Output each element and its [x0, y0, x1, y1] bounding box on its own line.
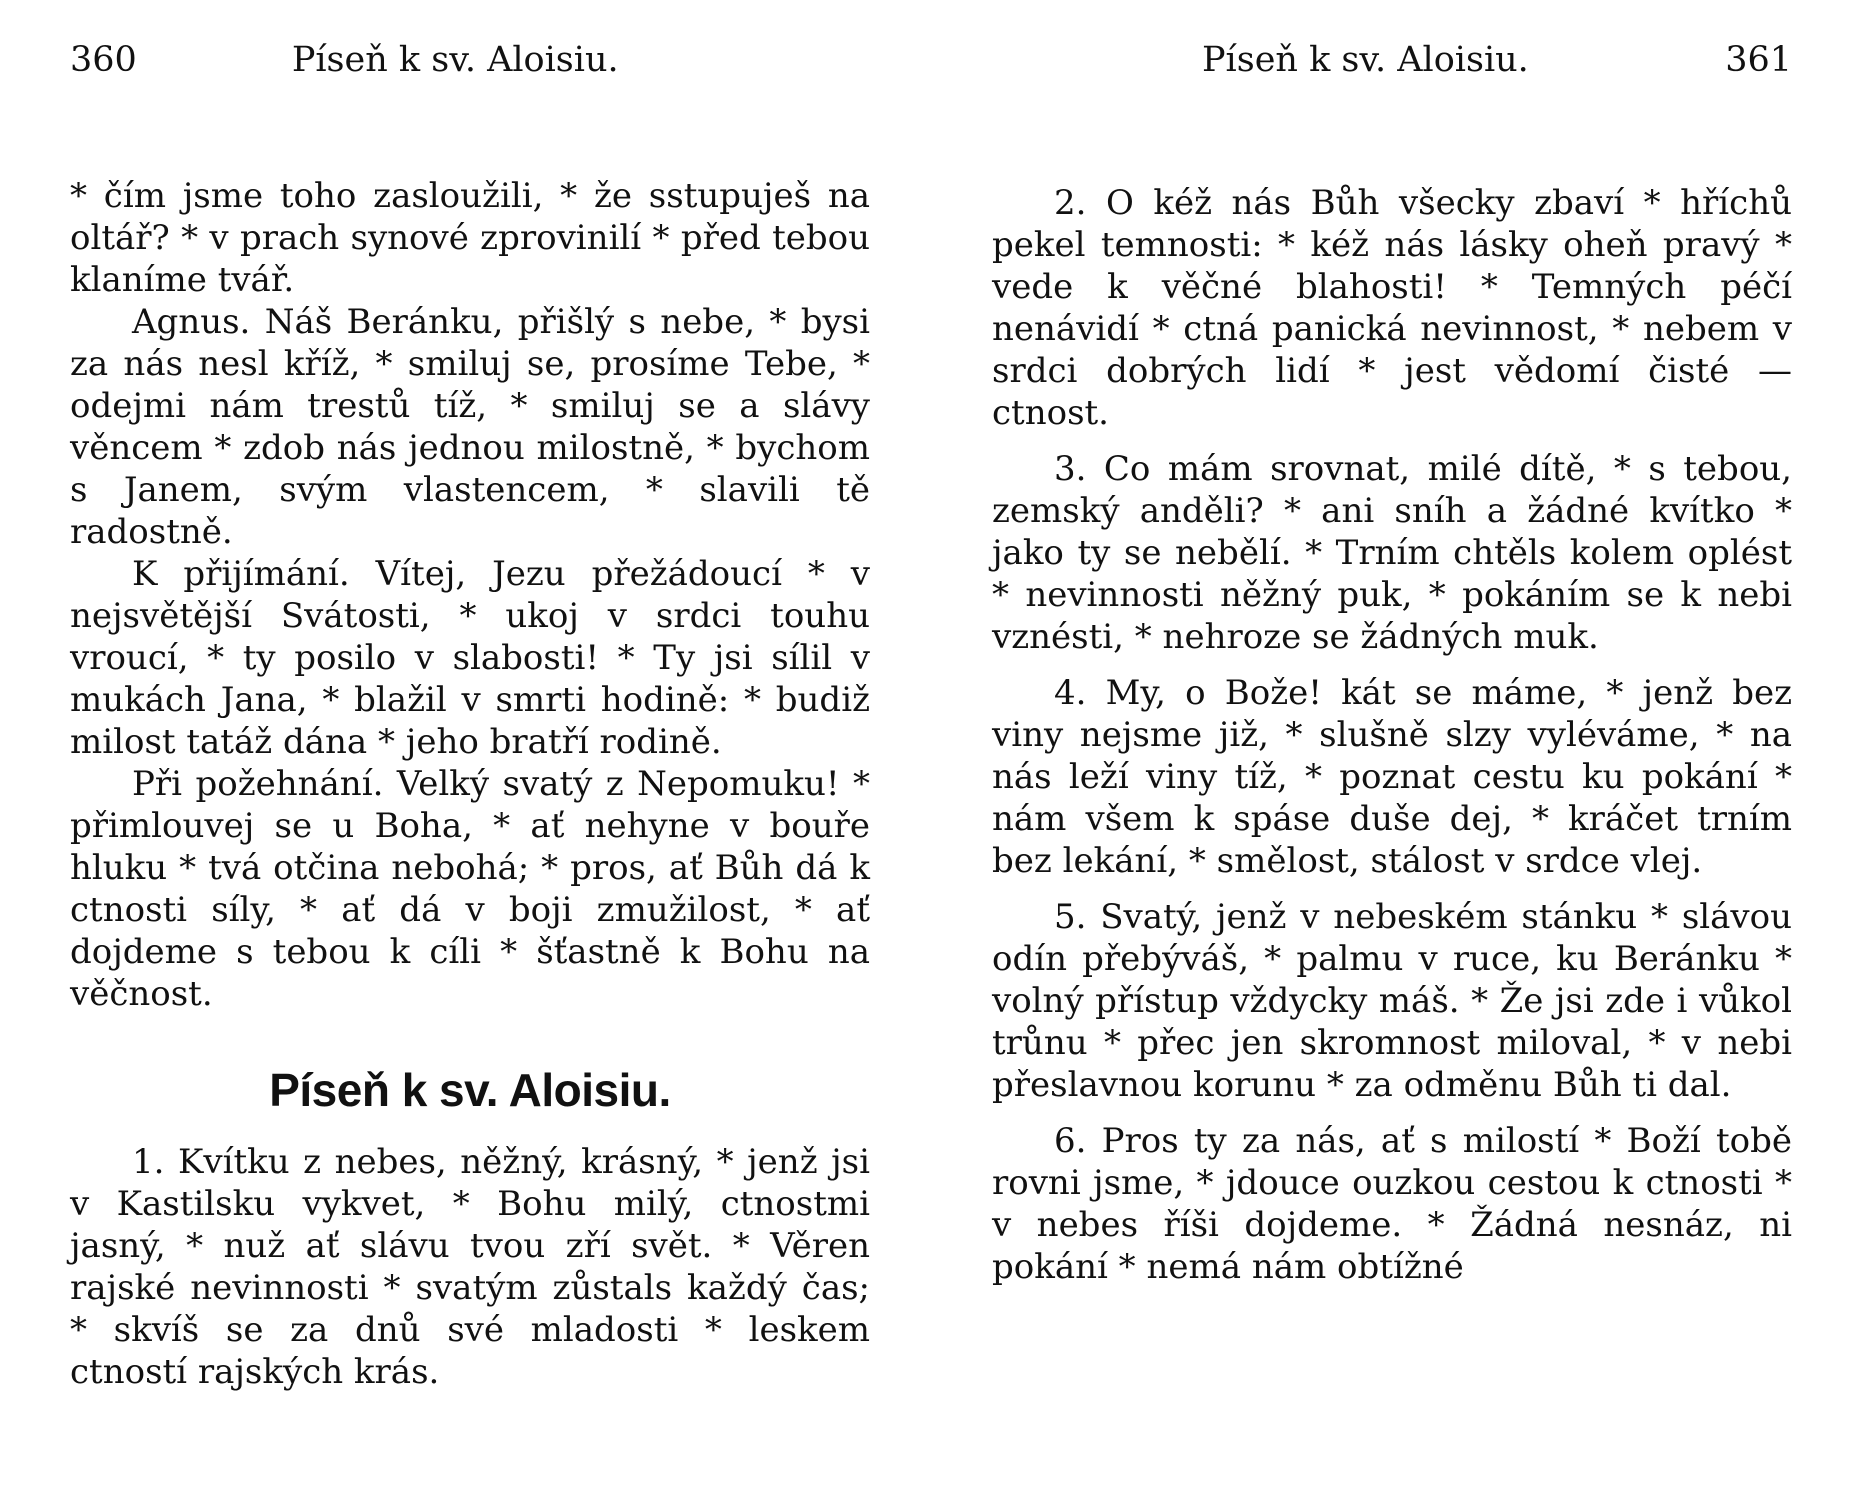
verse-3: 3. Co mám srovnat, milé dítě, * s tebou, zemský anděli? * ani sníh a žádné kvítko * jako ty se nebělí. * Trním chtěls kolem oplést * nevinnosti něžný puk, * pokáním se k nebi vznésti, * nehroze se žádných muk. — [992, 449, 1792, 657]
agnus-stanza: Agnus. Náš Beránku, přišlý s nebe, * bysi za nás nesl kříž, * smiluj se, prosíme Tebe, * odejmi nám trestů tíž, * smiluj se a slávy věncem * zdob nás jednou milostně, * bychom s Janem, svým vlastencem, * slavili tě radostně. — [70, 302, 870, 552]
right-running-title: Píseň k sv. Aloisiu. — [1202, 40, 1529, 80]
verse-2: 2. O kéž nás Bůh všecky zbaví * hříchů pekel temnosti: * kéž nás lásky oheň pravý * vede k věčné blahosti! * Temných péčí nenávidí * ctná panická nevinnost, * nebem v srdci dobrých lidí * jest vědomí čisté — ctnost. — [992, 183, 1792, 433]
communion-stanza: K přijímání. Vítej, Jezu přežádoucí * v nejsvětější Svátosti, * ukoj v srdci touhu vroucí, * ty posilo v slabosti! * Ty jsi sílil v mukách Jana, * blažil v smrti hodině: * budiž milost tatáž dána * jeho bratří rodině. — [70, 554, 870, 762]
verse-5: 5. Svatý, jenž v nebeském stánku * slávou odín přebýváš, * palmu v ruce, ku Beránku * volný přístup vždycky máš. * Že jsi zde i vůkol trůnu * přec jen skromnost miloval, * v nebi přeslavnou korunu * za odměnu Bůh ti dal. — [992, 897, 1792, 1105]
left-page — [70, 40, 870, 1393]
verse-4: 4. My, o Bože! kát se máme, * jenž bez viny nejsme již, * slušně slzy vyléváme, * na nás leží viny tíž, * poznat cestu ku pokání * nám všem k spáse duše dej, * kráčet trním bez lekání, * smělost, stálost v srdce vlej. — [992, 673, 1792, 881]
verse-6: 6. Pros ty za nás, ať s milostí * Boží tobě rovni jsme, * jdouce ouzkou cestou k ctnosti * v nebes říši dojdeme. * Žádná nesnáz, ni pokání * nemá nám obtížné — [992, 1121, 1792, 1287]
section-title: Píseň k sv. Aloisiu. — [269, 1064, 671, 1116]
left-running-title: Píseň k sv. Aloisiu. — [291, 40, 619, 80]
blessing-stanza: Při požehnání. Velký svatý z Nepomuku! * přimlouvej se u Boha, * ať nehyne v bouře hluku * tvá otčina nebohá; * pros, ať Bůh dá k ctnosti síly, * ať dá v boji zmužilost, * ať dojdeme s tebou k cíli * šťastně k Bohu na věčnost. — [70, 764, 870, 1014]
right-page-number: 361 — [1725, 40, 1792, 80]
verse-1: 1. Kvítku z nebes, něžný, krásný, * jenž jsi v Kastilsku vykvet, * Bohu milý, ctnostmi jasný, * nuž ať slávu tvou zří svět. * Věren rajské nevinnosti * svatým zůstals každý čas; * skvíš se za dnů své mladosti * leskem ctností rajských krás. — [70, 1142, 870, 1392]
left-page-number: 360 — [70, 40, 137, 80]
left-running-head — [70, 40, 870, 100]
hymn-continuation: * čím jsme toho zasloužili, * že sstupuješ na oltář? * v prach synové zprovinilí * před tebou klaníme tvář. — [70, 176, 870, 300]
right-page — [992, 40, 1792, 1288]
right-running-head — [992, 40, 1792, 100]
